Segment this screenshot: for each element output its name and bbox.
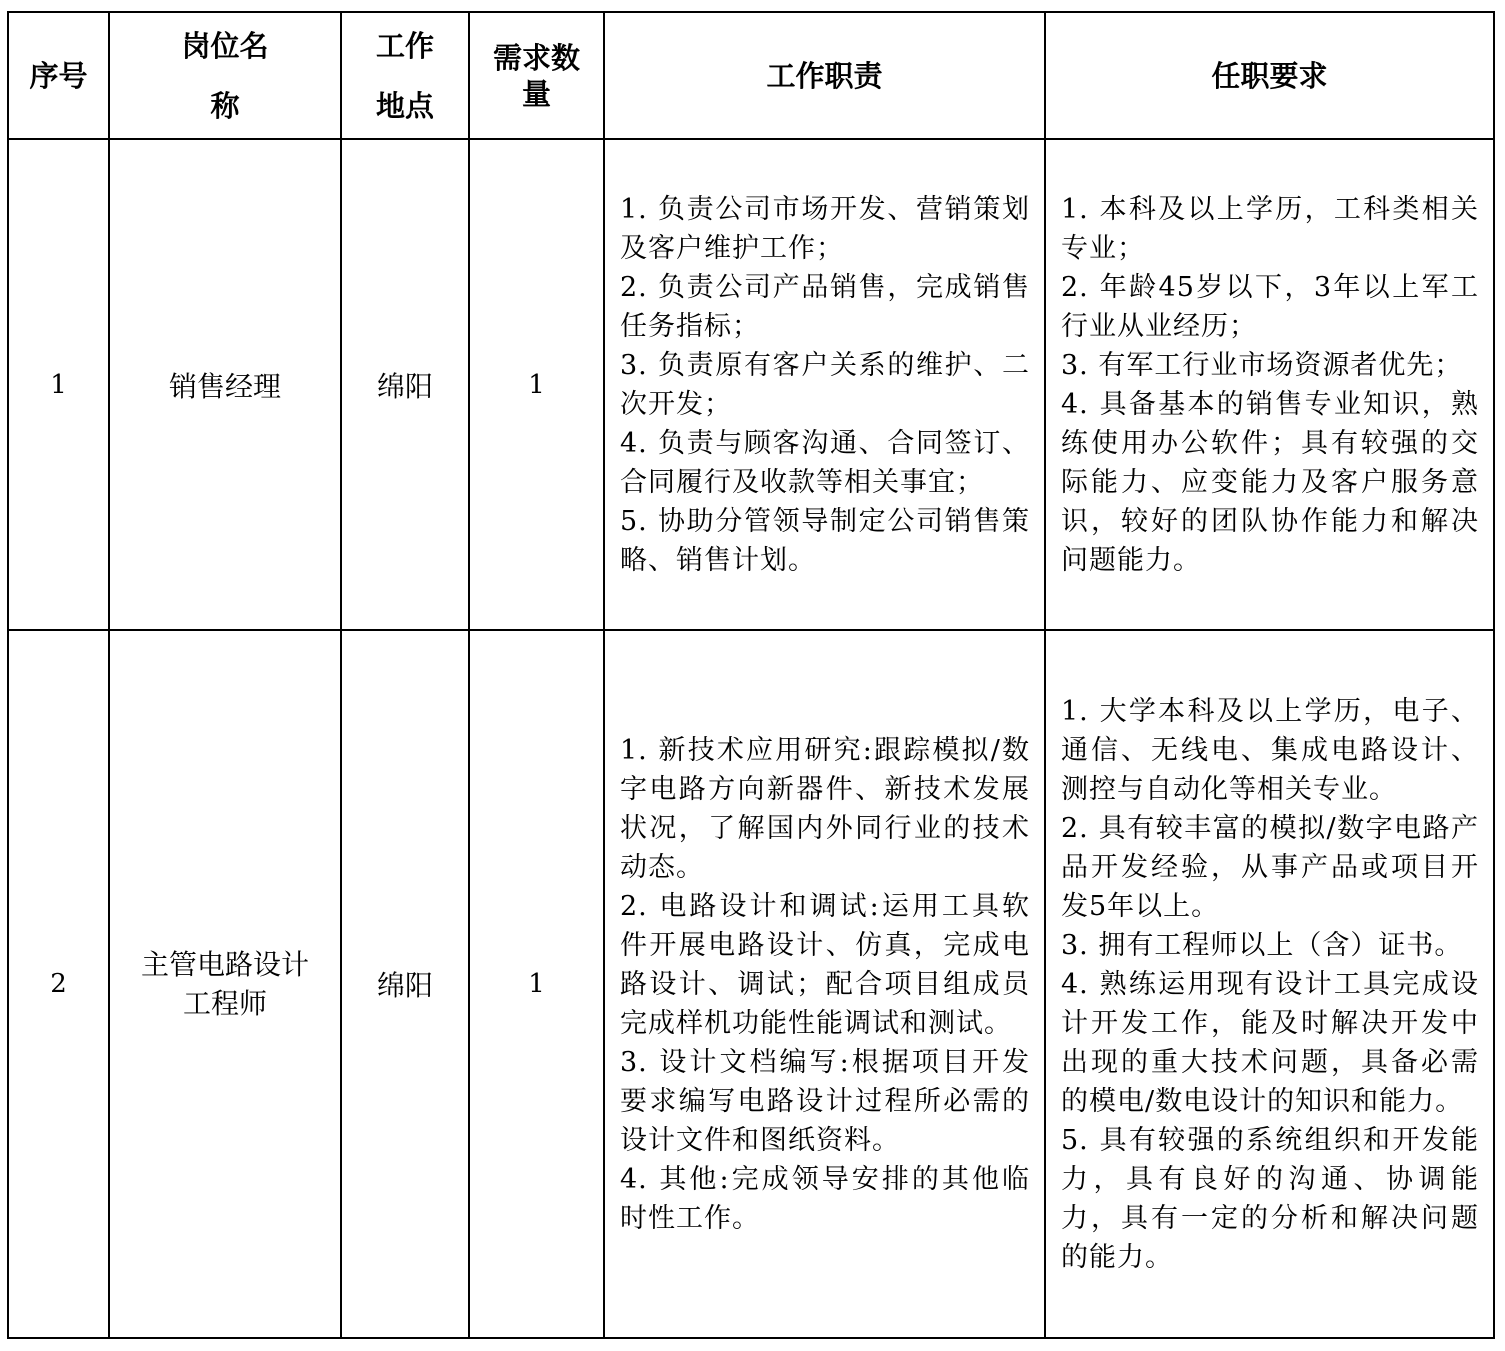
row-duties	[604, 630, 1045, 1338]
duty-item: 5. 协助分管领导制定公司销售策略、销售计划。	[620, 505, 1030, 576]
duty-item: 4. 其他:完成领导安排的其他临时性工作。	[620, 1163, 1030, 1234]
requirement-item: 4. 具备基本的销售专业知识，熟练使用办公软件；具有较强的交际能力、应变能力及客户服务意识，较好的团队协作能力和解决问题能力。	[1061, 388, 1479, 576]
row-quantity: 1	[469, 139, 604, 630]
job-table	[7, 11, 1495, 1339]
row-index: 2	[8, 630, 109, 1338]
duty-item: 4. 负责与顾客沟通、合同签订、合同履行及收款等相关事宜；	[620, 427, 1030, 498]
row-index: 1	[8, 139, 109, 630]
row-duties	[604, 139, 1045, 630]
requirement-item: 1. 大学本科及以上学历，电子、通信、无线电、集成电路设计、测控与自动化等相关专业。	[1061, 695, 1479, 805]
header-location: 工作地点	[341, 12, 469, 139]
requirement-item: 1. 本科及以上学历，工科类相关专业；	[1061, 193, 1479, 264]
requirement-item: 5. 具有较强的系统组织和开发能力，具有良好的沟通、协调能力，具有一定的分析和解决问题的能力。	[1061, 1124, 1479, 1273]
header-duties: 工作职责	[604, 12, 1045, 139]
requirement-item: 3. 有军工行业市场资源者优先；	[1061, 349, 1463, 381]
header-requirements: 任职要求	[1045, 12, 1494, 139]
requirement-item: 2. 具有较丰富的模拟/数字电路产品开发经验，从事产品或项目开发5年以上。	[1061, 812, 1479, 922]
requirement-item: 3. 拥有工程师以上（含）证书。	[1061, 929, 1463, 961]
requirement-item: 4. 熟练运用现有设计工具完成设计开发工作，能及时解决开发中出现的重大技术问题，具备必需的模电/数电设计的知识和能力。	[1061, 968, 1479, 1117]
row-position: 销售经理	[109, 139, 341, 630]
duty-item: 2. 电路设计和调试:运用工具软件开展电路设计、仿真，完成电路设计、调试；配合项目组成员完成样机功能性能调试和测试。	[620, 890, 1030, 1039]
header-position: 岗位名称	[109, 12, 341, 139]
table-row	[8, 139, 1494, 630]
duty-item: 3. 设计文档编写:根据项目开发要求编写电路设计过程所必需的设计文件和图纸资料。	[620, 1046, 1030, 1156]
row-requirements	[1045, 139, 1494, 630]
duty-item: 1. 新技术应用研究:跟踪模拟/数字电路方向新器件、新技术发展状况，了解国内外同行业的技术动态。	[620, 734, 1030, 883]
row-location: 绵阳	[341, 630, 469, 1338]
header-row	[8, 12, 1494, 139]
row-requirements	[1045, 630, 1494, 1338]
header-index: 序号	[8, 12, 109, 139]
header-quantity: 需求数量	[469, 12, 604, 139]
row-location: 绵阳	[341, 139, 469, 630]
duty-item: 3. 负责原有客户关系的维护、二次开发；	[620, 349, 1030, 420]
duty-item: 1. 负责公司市场开发、营销策划及客户维护工作；	[620, 193, 1030, 264]
row-quantity: 1	[469, 630, 604, 1338]
table-row	[8, 630, 1494, 1338]
requirement-item: 2. 年龄45岁以下，3年以上军工行业从业经历；	[1061, 271, 1479, 342]
row-position: 主管电路设计工程师	[109, 630, 341, 1338]
duty-item: 2. 负责公司产品销售，完成销售任务指标；	[620, 271, 1030, 342]
